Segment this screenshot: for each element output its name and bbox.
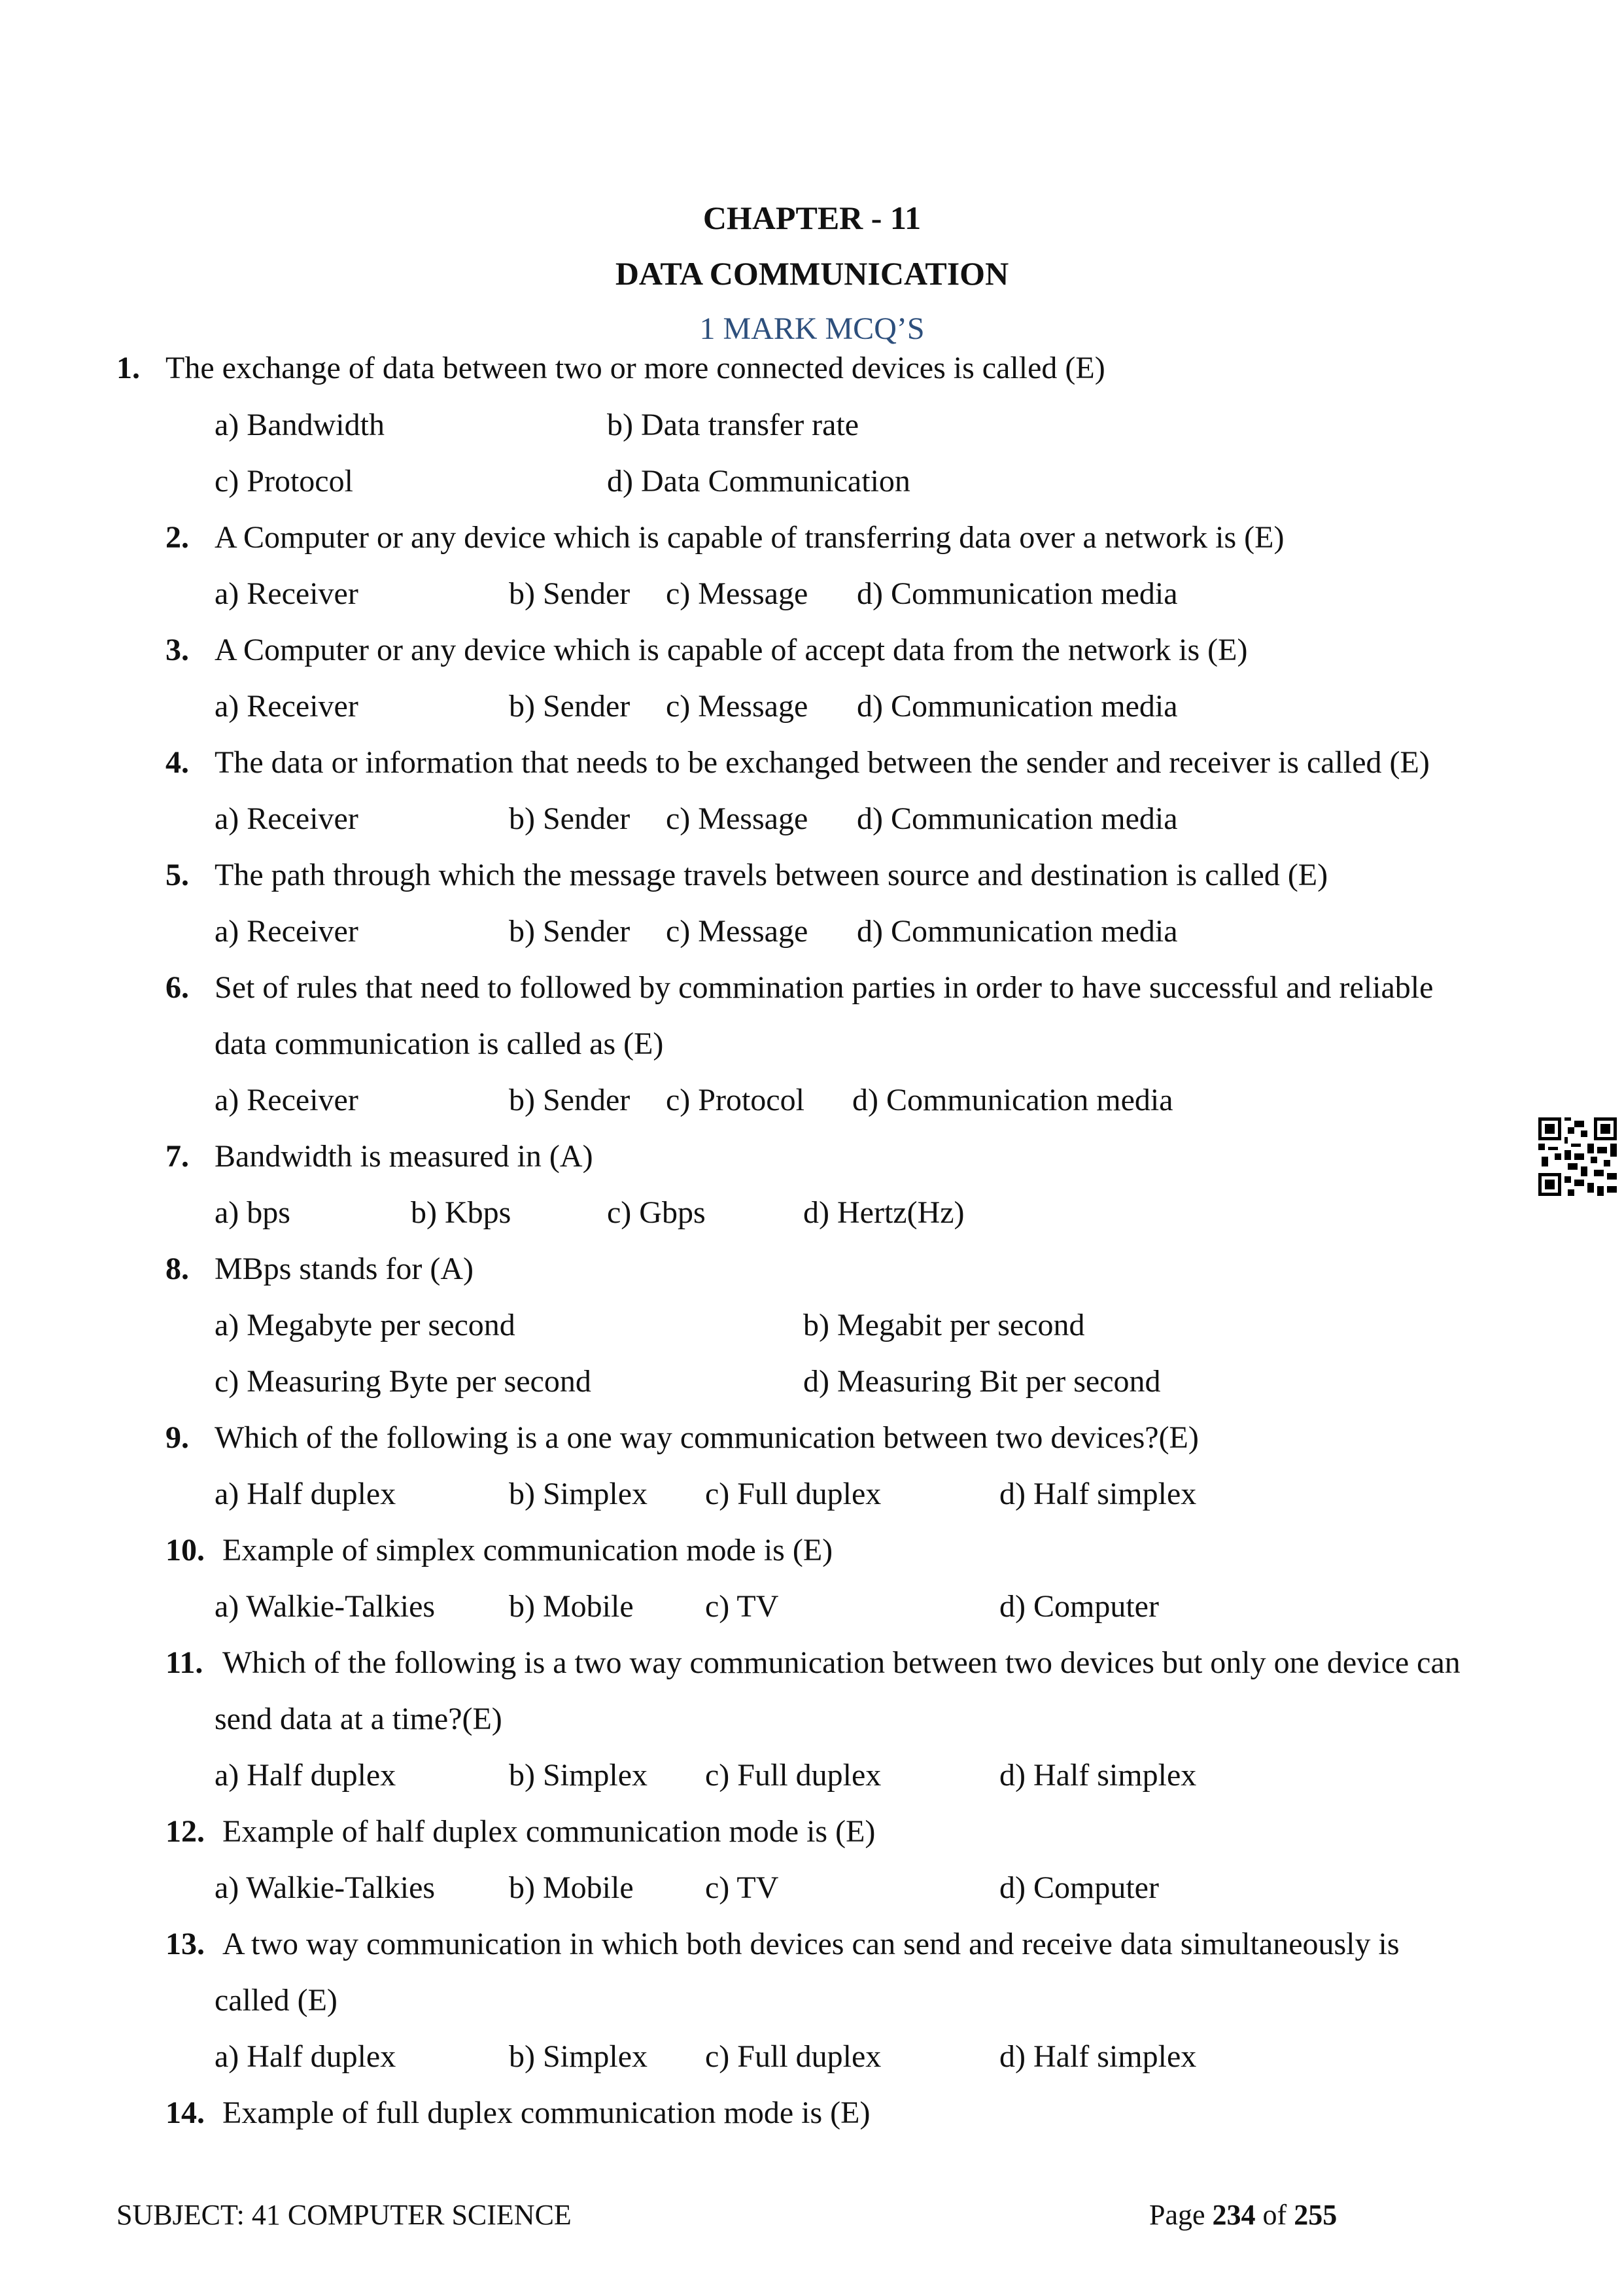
question-text: A two way communication in which both devices can send and receive data simultaneously is: [222, 1927, 1400, 1961]
question-number: 14.: [165, 2095, 205, 2130]
option: a) Half duplex: [215, 1758, 396, 1793]
question-number: 9.: [165, 1420, 189, 1455]
question-text: Which of the following is a two way communication between two devices but only one device can: [222, 1645, 1460, 1680]
option: d) Communication media: [852, 1083, 1173, 1117]
question-text: MBps stands for (A): [215, 1252, 474, 1286]
option: d) Communication media: [857, 801, 1178, 836]
question-text-continued: called (E): [215, 1983, 337, 2018]
option: a) bps: [215, 1195, 290, 1230]
option: a) Receiver: [215, 689, 358, 724]
option: d) Data Communication: [607, 464, 910, 499]
option: b) Sender: [509, 576, 631, 611]
question-text: Which of the following is a one way communication between two devices?(E): [215, 1420, 1199, 1455]
option: c) Message: [666, 801, 808, 836]
option: b) Kbps: [411, 1195, 511, 1230]
question-number: 8.: [165, 1252, 189, 1286]
page-of: of: [1262, 2199, 1287, 2231]
option: b) Simplex: [509, 2039, 648, 2074]
page-total: 255: [1294, 2199, 1338, 2231]
option: c) Measuring Byte per second: [215, 1364, 591, 1399]
option: b) Mobile: [509, 1589, 634, 1624]
question-text: Set of rules that need to followed by commination parties in order to have successful and reliable: [215, 970, 1434, 1005]
option: d) Half simplex: [999, 2039, 1197, 2074]
question-number: 3.: [165, 633, 189, 667]
option: c) Protocol: [215, 464, 353, 499]
chapter-title: DATA COMMUNICATION: [615, 255, 1009, 292]
option: d) Computer: [999, 1870, 1159, 1905]
question-text: Example of half duplex communication mode is (E): [222, 1814, 876, 1849]
page-number: [1149, 2197, 1337, 2234]
question-number: 6.: [165, 970, 189, 1005]
option: b) Data transfer rate: [607, 408, 859, 442]
page-current: 234: [1212, 2199, 1256, 2231]
option: d) Hertz(Hz): [803, 1195, 965, 1230]
question-number: 12.: [165, 1814, 205, 1849]
question-number: 1.: [116, 351, 140, 385]
option: c) Full duplex: [705, 1477, 882, 1511]
question-number: 7.: [165, 1139, 189, 1174]
option: c) Protocol: [666, 1083, 804, 1117]
option: a) Megabyte per second: [215, 1308, 515, 1342]
option: b) Sender: [509, 689, 631, 724]
option: a) Half duplex: [215, 1477, 396, 1511]
question-text: Example of simplex communication mode is (E): [222, 1533, 833, 1568]
option: b) Mobile: [509, 1870, 634, 1905]
qr-code-icon: [1538, 1117, 1617, 1196]
option: d) Measuring Bit per second: [803, 1364, 1161, 1399]
question-text: Example of full duplex communication mode is (E): [222, 2095, 871, 2130]
option: a) Walkie-Talkies: [215, 1589, 436, 1624]
option: b) Megabit per second: [803, 1308, 1085, 1342]
section-subtitle: 1 MARK MCQ’S: [699, 311, 925, 346]
question-text: Bandwidth is measured in (A): [215, 1139, 593, 1174]
question-number: 2.: [165, 520, 189, 555]
option: c) Full duplex: [705, 2039, 882, 2074]
option: c) TV: [705, 1870, 779, 1905]
option: b) Simplex: [509, 1758, 648, 1793]
option: a) Receiver: [215, 914, 358, 949]
option: c) Message: [666, 576, 808, 611]
question-text: The exchange of data between two or more connected devices is called (E): [165, 351, 1105, 385]
option: a) Walkie-Talkies: [215, 1870, 436, 1905]
page-prefix: Page: [1149, 2199, 1205, 2231]
question-number: 10.: [165, 1533, 205, 1568]
footer-subject: SUBJECT: 41 COMPUTER SCIENCE: [116, 2199, 572, 2231]
question-number: 5.: [165, 858, 189, 892]
option: a) Receiver: [215, 1083, 358, 1117]
question-text: The path through which the message travels between source and destination is called (E): [215, 858, 1328, 892]
question-number: 4.: [165, 745, 189, 780]
option: d) Half simplex: [999, 1477, 1197, 1511]
question-text: A Computer or any device which is capable of transferring data over a network is (E): [215, 520, 1285, 555]
chapter-heading: CHAPTER - 11: [702, 200, 922, 236]
option: c) Full duplex: [705, 1758, 882, 1793]
option: b) Sender: [509, 1083, 631, 1117]
option: a) Receiver: [215, 801, 358, 836]
question-text-continued: data communication is called as (E): [215, 1026, 664, 1061]
option: c) Message: [666, 914, 808, 949]
question-number: 11.: [165, 1645, 203, 1680]
question-number: 13.: [165, 1927, 205, 1961]
option: d) Communication media: [857, 914, 1178, 949]
option: a) Bandwidth: [215, 408, 385, 442]
option: c) Message: [666, 689, 808, 724]
question-text: A Computer or any device which is capable of accept data from the network is (E): [215, 633, 1248, 667]
option: b) Sender: [509, 914, 631, 949]
option: d) Computer: [999, 1589, 1159, 1624]
question-text-continued: send data at a time?(E): [215, 1702, 502, 1736]
option: c) TV: [705, 1589, 779, 1624]
option: b) Simplex: [509, 1477, 648, 1511]
question-text: The data or information that needs to be exchanged between the sender and receiver is called (E): [215, 745, 1430, 780]
option: d) Communication media: [857, 689, 1178, 724]
option: b) Sender: [509, 801, 631, 836]
option: d) Communication media: [857, 576, 1178, 611]
option: d) Half simplex: [999, 1758, 1197, 1793]
option: a) Half duplex: [215, 2039, 396, 2074]
option: c) Gbps: [607, 1195, 706, 1230]
option: a) Receiver: [215, 576, 358, 611]
